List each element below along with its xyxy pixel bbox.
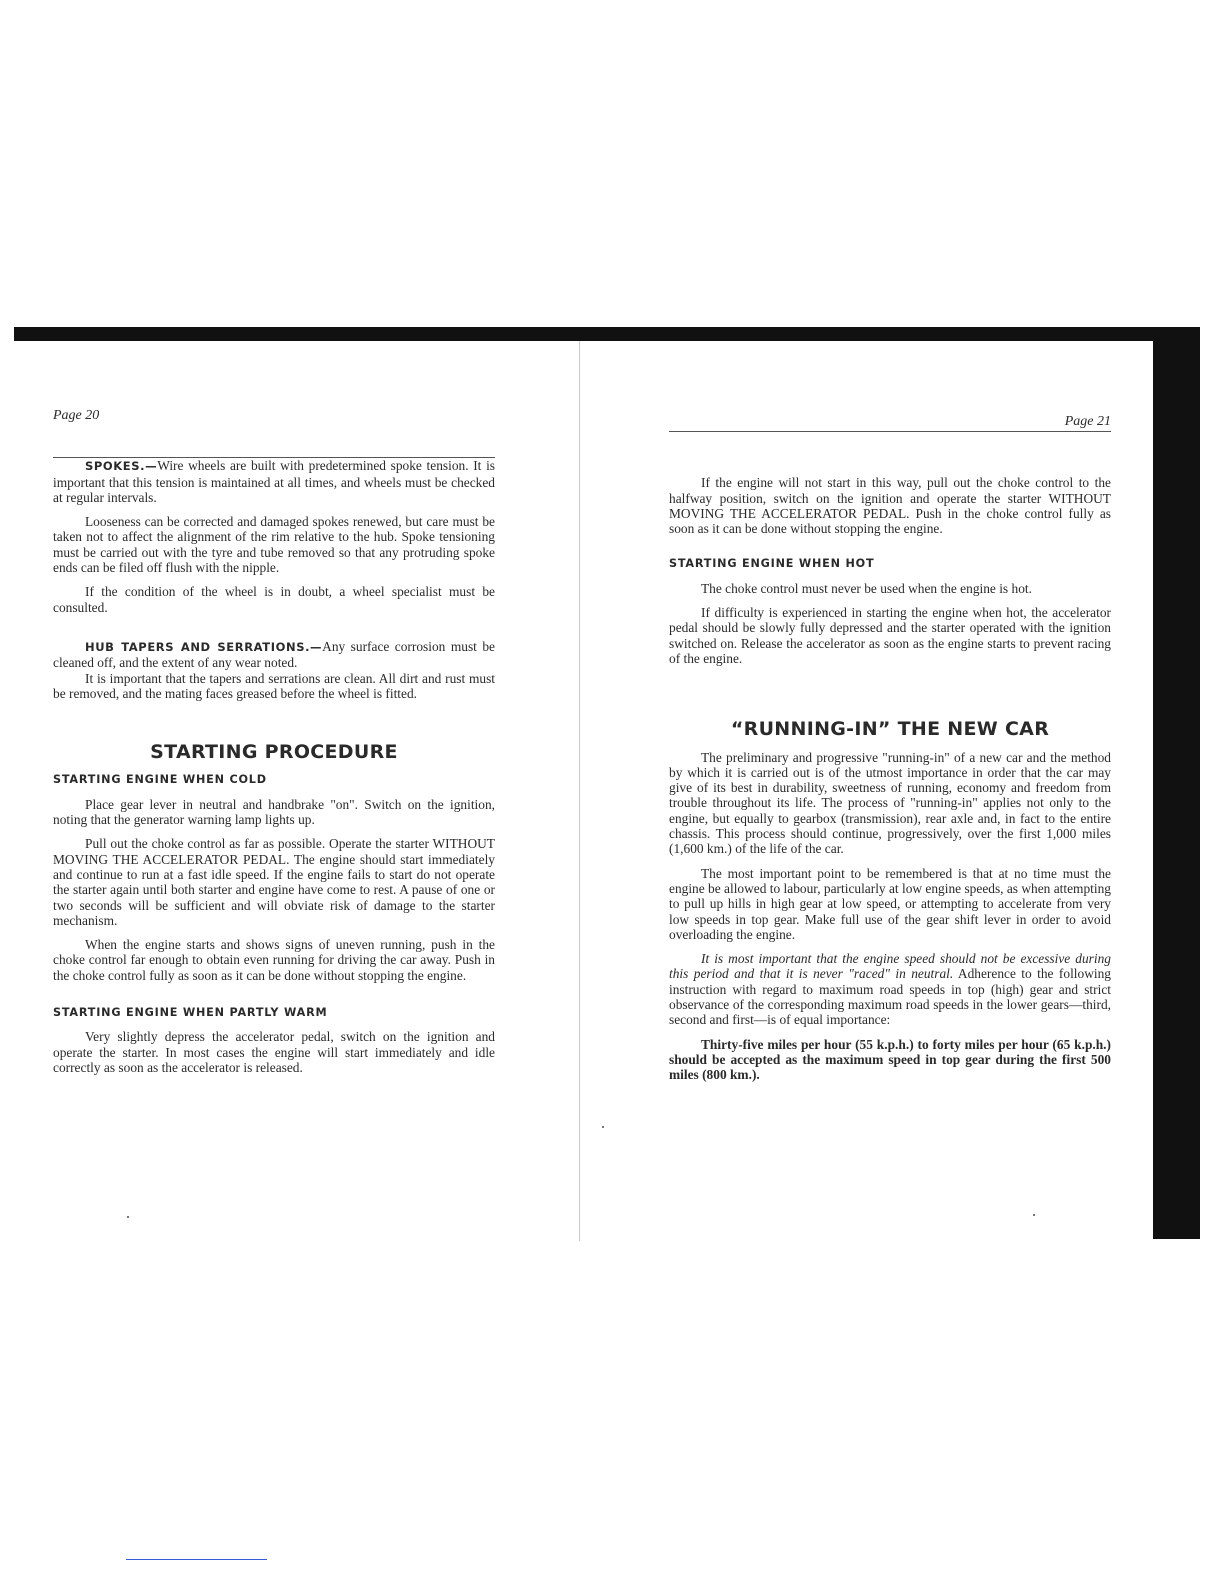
hub-paragraph	[53, 639, 495, 671]
section-title: “RUNNING-IN” THE NEW CAR	[730, 718, 1050, 741]
subsection-heading: STARTING ENGINE WHEN HOT	[669, 557, 875, 571]
scan-border-right	[1153, 327, 1200, 1239]
hub-lead: HUB TAPERS AND SERRATIONS.—	[85, 639, 323, 654]
running-paragraph-3	[669, 951, 1111, 1027]
warm-paragraph-1: Very slightly depress the accelerator pedal, switch on the ignition and operate the starter. In most cases the engine will start immediately and idle correctly as soon as the accelerator is released.	[53, 1029, 495, 1075]
spokes-paragraph-3: If the condition of the wheel is in doubt, a wheel specialist must be consulted.	[53, 584, 495, 615]
footer-line	[126, 1559, 267, 1560]
cold-paragraph-3: When the engine starts and shows signs of uneven running, push in the choke control far enough to obtain even running for driving the car away. Push in the choke control fully as soon as it can be done without stopping the engine.	[53, 937, 495, 983]
scan-speck	[602, 1126, 604, 1128]
spokes-lead: SPOKES.—	[85, 459, 158, 474]
page-number: Page 21	[1064, 414, 1111, 429]
left-page	[53, 408, 495, 1084]
scan-speck	[127, 1216, 129, 1218]
subsection-heading: STARTING ENGINE WHEN PARTLY WARM	[53, 1006, 328, 1020]
page-number: Page 20	[53, 408, 100, 423]
cold-paragraph-2: Pull out the choke control as far as possible. Operate the starter WITHOUT MOVING THE ACCELERATOR PEDAL. The engine should start immediately and continue to run at a fast idle speed. If the engine fails to start do not operate the starter again until both starter and engine have come to rest. A pause of one or two seconds will be sufficient and will obviate risk of damage to the starter mechanism.	[53, 836, 495, 928]
running-paragraph-4: Thirty-five miles per hour (55 k.p.h.) to forty miles per hour (65 k.p.h.) should be accepted as the maximum speed in top gear during the first 500 miles (800 km.).	[669, 1036, 1111, 1083]
hot-paragraph-2: If difficulty is experienced in starting the engine when hot, the accelerator pedal should be slowly fully depressed and the starter operated with the ignition switched on. Release the accelerator as soon as the engine starts to prevent racing of the engine.	[669, 605, 1111, 666]
hub-paragraph-2: It is important that the tapers and serrations are clean. All dirt and rust must be removed, and the mating faces greased before the wheel is fitted.	[53, 670, 495, 701]
spokes-text: Wire wheels are built with predetermined spoke tension. It is important that this tension is maintained at all times, and wheels must be checked at regular intervals.	[53, 458, 495, 505]
header-rule	[669, 431, 1111, 432]
running-paragraph-1: The preliminary and progressive "running-in" of a new car and the method by which it is carried out is of the utmost importance in order that the car may give of its best in durability, sweetness of running, economy and freedom from trouble throughout its life. The process of "running-in" applies not only to the engine, but equally to gearbox (transmission), rear axle and, in fact to the entire chassis. This process should continue, progressively, over the first 1,000 miles (1,600 km.) of the life of the car.	[669, 749, 1111, 857]
scan-border-top	[14, 327, 1200, 341]
spokes-paragraph	[53, 458, 495, 505]
cold-paragraph-1: Place gear lever in neutral and handbrake "on". Switch on the ignition, noting that the generator warning lamp lights up.	[53, 796, 495, 828]
hub-text: Any surface corrosion must be cleaned off, and the extent of any wear noted.	[53, 638, 495, 671]
running-emphasis: It is most important that the engine speed should not be excessive during this period and that it is never "raced" in neutral.	[669, 951, 1111, 982]
running-text: Adherence to the following instruction with regard to maximum road speeds in top (high) gear and strict observance of the corresponding maximum road speeds in the lower gears—third, second and first—is of equal importance:	[669, 966, 1111, 1028]
subsection-heading: STARTING ENGINE WHEN COLD	[53, 773, 267, 787]
spokes-paragraph-2: Looseness can be corrected and damaged spokes renewed, but care must be taken not to affect the alignment of the rim relative to the hub. Spoke tensioning must be carried out with the tyre and tube removed so that any protruding spoke ends can be filed off flush with the nipple.	[53, 514, 495, 576]
section-title: STARTING PROCEDURE	[150, 741, 398, 764]
choke-paragraph: If the engine will not start in this way, pull out the choke control to the halfway position, switch on the ignition and operate the starter WITHOUT MOVING THE ACCELERATOR PEDAL. Push in the choke control fully as soon as it can be done without stopping the engine.	[669, 475, 1111, 537]
running-paragraph-2: The most important point to be remembered is that at no time must the engine be allowed to labour, particularly at low engine speeds, as when attempting to pull up hills in high gear at low speed, or attempting to accelerate from very low speeds in top gear. Make full use of the gear shift lever in order to avoid overloading the engine.	[669, 865, 1111, 942]
right-page	[669, 414, 1111, 1092]
page-gutter	[579, 341, 580, 1241]
scan-speck	[1033, 1214, 1035, 1216]
hot-paragraph-1: The choke control must never be used when the engine is hot.	[701, 580, 1032, 596]
